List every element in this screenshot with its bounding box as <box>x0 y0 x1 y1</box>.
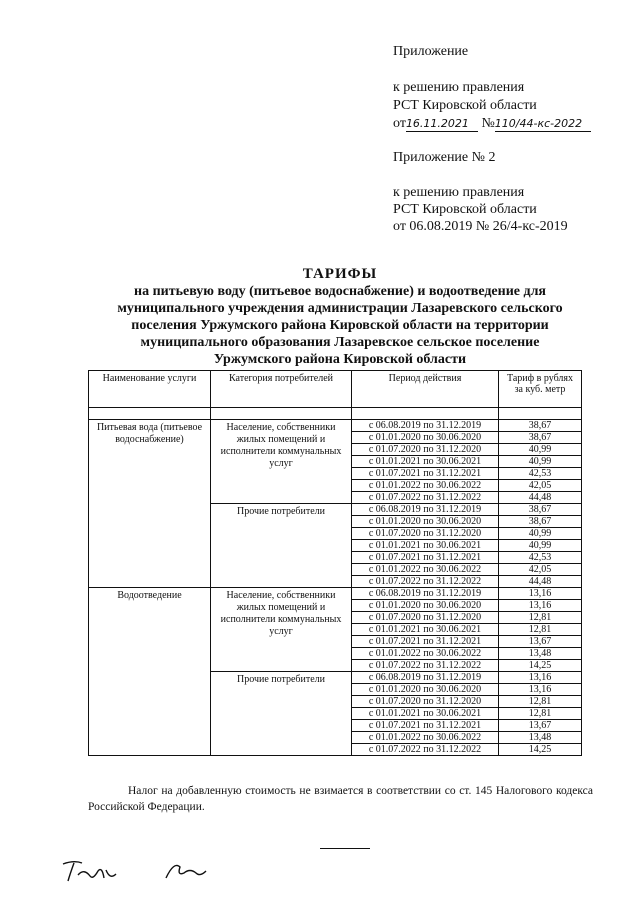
title-block <box>90 266 590 368</box>
period-cell: с 01.01.2021 по 30.06.2021 <box>352 624 499 636</box>
title-line-1: на питьевую воду (питьевое водоснабжение) и водоотведение для <box>134 284 546 299</box>
tariff-cell: 13,67 <box>499 720 582 732</box>
title-line-4: муниципального образования Лазаревское сельское поселение <box>140 335 540 350</box>
signature-rule <box>320 848 370 849</box>
header-service: Наименование услуги <box>89 371 211 408</box>
title-line-2: муниципального учреждения администрации Лазаревского сельского <box>117 301 563 316</box>
title-main: ТАРИФЫ <box>302 266 378 282</box>
category-name-cell: Прочие потребители <box>211 504 352 588</box>
appendix-label: Приложение <box>393 44 469 59</box>
period-cell: с 01.07.2021 по 31.12.2021 <box>352 468 499 480</box>
period-cell: с 01.01.2021 по 30.06.2021 <box>352 540 499 552</box>
date-prefix: от <box>393 116 406 131</box>
number-sign: № <box>481 116 495 131</box>
period-cell: с 01.07.2022 по 31.12.2022 <box>352 492 499 504</box>
tariff-table <box>88 370 582 756</box>
period-cell: с 01.01.2022 по 30.06.2022 <box>352 648 499 660</box>
appendix2-line-1: к решению правления <box>393 185 525 200</box>
tariff-cell: 38,67 <box>499 432 582 444</box>
service-name-cell: Водоотведение <box>89 588 211 756</box>
period-cell: с 01.07.2020 по 31.12.2020 <box>352 612 499 624</box>
tariff-table-body <box>89 371 582 756</box>
vat-note: Налог на добавленную стоимость не взимается в соответствии со ст. 145 Налогового кодекса Российской Федерации. <box>88 785 593 813</box>
decision-date-line <box>393 114 591 133</box>
appendix2-line-2: РСТ Кировской области <box>393 202 537 217</box>
service-name-cell: Питьевая вода (питьевое водоснабжение) <box>89 420 211 588</box>
period-cell: с 01.01.2021 по 30.06.2021 <box>352 456 499 468</box>
period-cell: с 06.08.2019 по 31.12.2019 <box>352 672 499 684</box>
period-cell: с 01.01.2022 по 30.06.2022 <box>352 732 499 744</box>
title-line-5: Уржумского района Кировской области <box>213 352 467 367</box>
tariff-cell: 44,48 <box>499 576 582 588</box>
tariff-cell: 38,67 <box>499 420 582 432</box>
handwritten-signature-1 <box>60 858 120 884</box>
decision-line-2: РСТ Кировской области <box>393 98 537 113</box>
tariff-cell: 12,81 <box>499 708 582 720</box>
handwritten-signature-2 <box>160 858 210 884</box>
tariff-cell: 40,99 <box>499 444 582 456</box>
title-line-3: поселения Уржумского района Кировской области на территории <box>131 318 549 333</box>
category-name-cell: Население, собственники жилых помещений и исполнители коммунальных услуг <box>211 420 352 504</box>
tariff-cell: 40,99 <box>499 540 582 552</box>
tariff-cell: 13,48 <box>499 648 582 660</box>
tariff-cell: 42,53 <box>499 468 582 480</box>
tariff-cell: 12,81 <box>499 624 582 636</box>
tariff-cell: 44,48 <box>499 492 582 504</box>
tariff-cell: 13,16 <box>499 588 582 600</box>
period-cell: с 06.08.2019 по 31.12.2019 <box>352 420 499 432</box>
period-cell: с 01.01.2020 по 30.06.2020 <box>352 516 499 528</box>
period-cell: с 06.08.2019 по 31.12.2019 <box>352 504 499 516</box>
decision-line-1: к решению правления <box>393 80 525 95</box>
period-cell: с 01.07.2020 по 31.12.2020 <box>352 528 499 540</box>
category-name-cell: Население, собственники жилых помещений и исполнители коммунальных услуг <box>211 588 352 672</box>
tariff-cell: 42,53 <box>499 552 582 564</box>
period-cell: с 01.01.2022 по 30.06.2022 <box>352 480 499 492</box>
period-cell: с 01.01.2020 по 30.06.2020 <box>352 432 499 444</box>
table-header-row <box>89 371 582 408</box>
table-row <box>89 420 582 432</box>
tariff-cell: 38,67 <box>499 504 582 516</box>
tariff-cell: 13,16 <box>499 684 582 696</box>
header-tariff: Тариф в рублях за куб. метр <box>499 371 582 408</box>
period-cell: с 06.08.2019 по 31.12.2019 <box>352 588 499 600</box>
tariff-cell: 42,05 <box>499 480 582 492</box>
period-cell: с 01.07.2021 по 31.12.2021 <box>352 636 499 648</box>
appendix2-line-3: от 06.08.2019 № 26/4-кс-2019 <box>393 219 568 234</box>
tariff-cell: 12,81 <box>499 612 582 624</box>
period-cell: с 01.01.2020 по 30.06.2020 <box>352 600 499 612</box>
category-name-cell: Прочие потребители <box>211 672 352 756</box>
table-gap-row <box>89 408 582 420</box>
period-cell: с 01.07.2022 по 31.12.2022 <box>352 660 499 672</box>
handwritten-date: 16.11.2021 <box>406 117 478 132</box>
table-row <box>89 588 582 600</box>
tariff-cell: 13,48 <box>499 732 582 744</box>
header-category: Категория потребителей <box>211 371 352 408</box>
tariff-cell: 42,05 <box>499 564 582 576</box>
period-cell: с 01.07.2022 по 31.12.2022 <box>352 576 499 588</box>
appendix2-label: Приложение № 2 <box>393 150 496 165</box>
period-cell: с 01.07.2020 по 31.12.2020 <box>352 696 499 708</box>
tariff-cell: 14,25 <box>499 660 582 672</box>
tariff-cell: 14,25 <box>499 744 582 756</box>
tariff-cell: 13,67 <box>499 636 582 648</box>
tariff-cell: 38,67 <box>499 516 582 528</box>
tariff-cell: 40,99 <box>499 456 582 468</box>
tariff-cell: 13,16 <box>499 672 582 684</box>
handwritten-number: 110/44-кс-2022 <box>495 117 591 132</box>
tariff-cell: 40,99 <box>499 528 582 540</box>
period-cell: с 01.07.2020 по 31.12.2020 <box>352 444 499 456</box>
tariff-cell: 13,16 <box>499 600 582 612</box>
tariff-cell: 12,81 <box>499 696 582 708</box>
period-cell: с 01.07.2022 по 31.12.2022 <box>352 744 499 756</box>
period-cell: с 01.07.2021 по 31.12.2021 <box>352 720 499 732</box>
period-cell: с 01.01.2021 по 30.06.2021 <box>352 708 499 720</box>
period-cell: с 01.01.2020 по 30.06.2020 <box>352 684 499 696</box>
period-cell: с 01.01.2022 по 30.06.2022 <box>352 564 499 576</box>
header-period: Период действия <box>352 371 499 408</box>
period-cell: с 01.07.2021 по 31.12.2021 <box>352 552 499 564</box>
